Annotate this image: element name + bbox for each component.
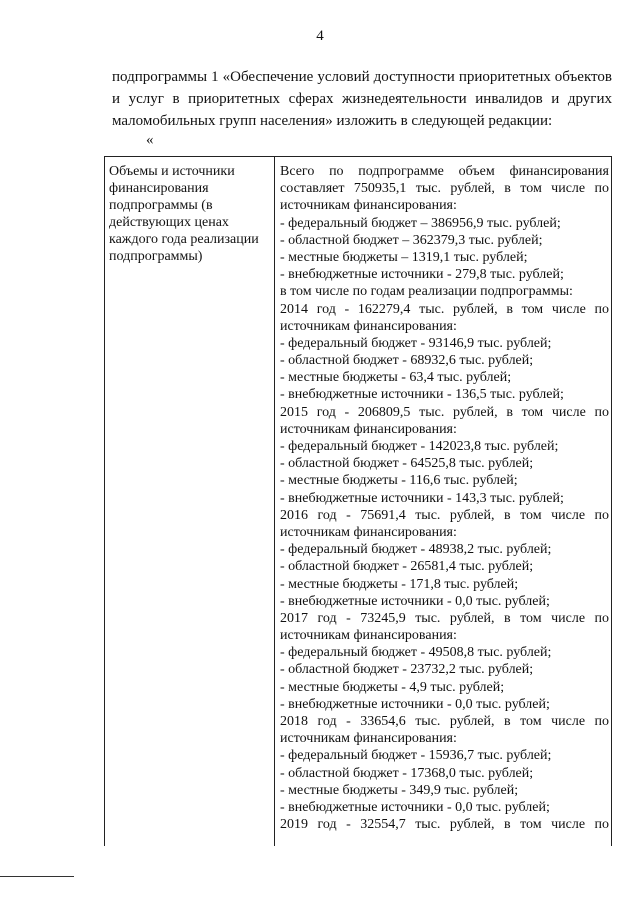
financing-line: - федеральный бюджет - 93146,9 тыс. рублей;: [280, 335, 552, 351]
financing-line: - внебюджетные источники - 0,0 тыс. рублей;: [280, 799, 550, 815]
financing-line: источникам финансирования:: [280, 421, 457, 437]
opening-quote-mark: «: [146, 132, 154, 148]
financing-line: Всего по подпрограмме объем финансирования: [280, 164, 609, 179]
financing-line: - внебюджетные источники - 0,0 тыс. рублей;: [280, 696, 550, 712]
financing-line: - внебюджетные источники - 136,5 тыс. рублей;: [280, 387, 564, 403]
financing-line: - областной бюджет - 64525,8 тыс. рублей;: [280, 456, 534, 472]
financing-line: - местные бюджеты - 171,8 тыс. рублей;: [280, 576, 519, 592]
financing-line: - федеральный бюджет - 49508,8 тыс. рублей;: [280, 645, 552, 661]
financing-line: 2014 год - 162279,4 тыс. рублей, в том числе по: [280, 301, 609, 317]
financing-line: 2018 год - 33654,6 тыс. рублей, в том числе по: [280, 714, 609, 729]
financing-line: - внебюджетные источники - 0,0 тыс. рублей;: [280, 593, 550, 609]
financing-line: - областной бюджет - 23732,2 тыс. рублей;: [280, 662, 534, 678]
table-right-cell: [280, 163, 609, 833]
financing-line: 2017 год - 73245,9 тыс. рублей, в том числе по: [280, 610, 609, 626]
left-cell-line: Объемы и источники: [109, 164, 235, 179]
financing-table: [104, 156, 612, 846]
financing-line: составляет 750935,1 тыс. рублей, в том числе по: [280, 181, 609, 197]
financing-line: источникам финансирования:: [280, 731, 457, 747]
financing-line: - федеральный бюджет - 15936,7 тыс. рублей;: [280, 748, 552, 764]
financing-line: 2019 год - 32554,7 тыс. рублей, в том числе по: [280, 817, 609, 833]
intro-line: подпрограммы 1 «Обеспечение условий доступности приоритетных объектов: [112, 69, 612, 85]
table-left-cell: [109, 163, 269, 265]
financing-line: - местные бюджеты - 116,6 тыс. рублей;: [280, 473, 518, 489]
financing-line: - внебюджетные источники - 279,8 тыс. рублей;: [280, 267, 564, 283]
left-cell-line: подпрограммы (в: [109, 198, 213, 213]
left-cell-line: действующих ценах: [109, 215, 229, 230]
financing-line: - местные бюджеты - 349,9 тыс. рублей;: [280, 782, 519, 798]
financing-line: - областной бюджет - 26581,4 тыс. рублей;: [280, 559, 534, 575]
financing-line: - областной бюджет – 362379,3 тыс. рублей;: [280, 232, 543, 248]
financing-line: 2016 год - 75691,4 тыс. рублей, в том числе по: [280, 507, 609, 523]
left-cell-line: финансирования: [109, 181, 209, 196]
financing-line: источникам финансирования:: [280, 524, 457, 540]
financing-line: - местные бюджеты - 63,4 тыс. рублей;: [280, 370, 512, 386]
intro-line: маломобильных групп населения» изложить в следующей редакции:: [112, 113, 553, 129]
financing-line: 2015 год - 206809,5 тыс. рублей, в том числе по: [280, 404, 609, 420]
financing-line: - федеральный бюджет - 142023,8 тыс. рублей;: [280, 439, 559, 454]
financing-line: - федеральный бюджет – 386956,9 тыс. рублей;: [280, 215, 561, 231]
financing-line: в том числе по годам реализации подпрограммы:: [280, 284, 573, 300]
intro-line: и услуг в приоритетных сферах жизнедеятельности инвалидов и других: [112, 91, 612, 107]
financing-line: источникам финансирования:: [280, 198, 457, 214]
left-cell-line: каждого года реализации: [109, 232, 259, 247]
financing-line: источникам финансирования:: [280, 628, 457, 644]
footer-rule: [0, 876, 74, 877]
left-cell-line: подпрограммы): [109, 249, 203, 264]
financing-line: - местные бюджеты - 4,9 тыс. рублей;: [280, 679, 505, 695]
financing-line: - местные бюджеты – 1319,1 тыс. рублей;: [280, 249, 528, 265]
financing-line: - внебюджетные источники - 143,3 тыс. рублей;: [280, 490, 564, 506]
page-number: 4: [316, 28, 324, 44]
financing-line: - областной бюджет - 17368,0 тыс. рублей;: [280, 765, 534, 781]
financing-line: источникам финансирования:: [280, 318, 457, 334]
intro-paragraph: [112, 66, 612, 132]
financing-line: - областной бюджет - 68932,6 тыс. рублей;: [280, 353, 534, 369]
financing-line: - федеральный бюджет - 48938,2 тыс. рублей;: [280, 542, 552, 558]
column-divider: [274, 157, 275, 846]
